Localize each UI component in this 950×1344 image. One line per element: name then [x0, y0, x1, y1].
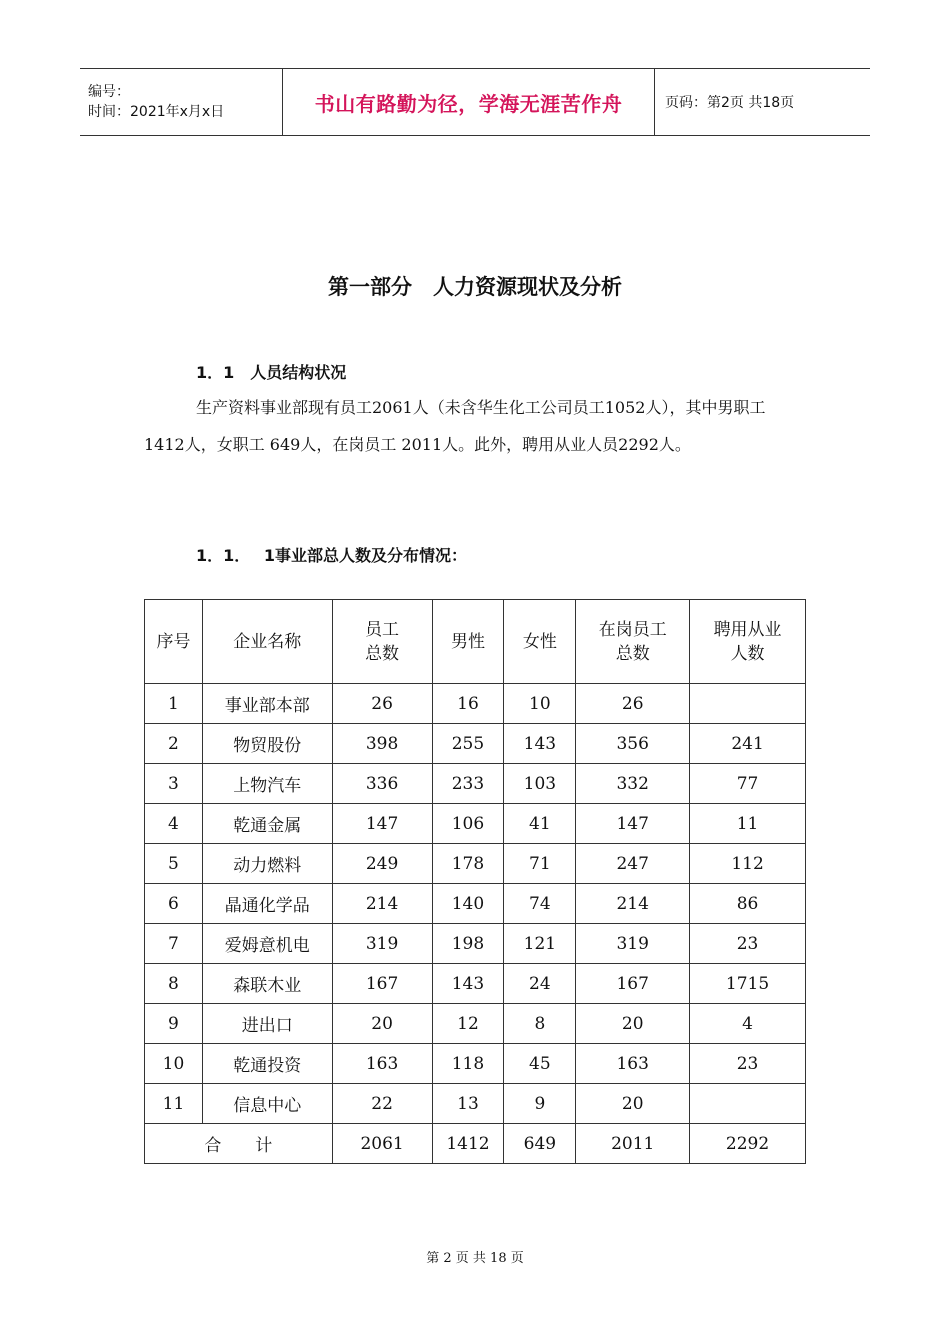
table-cell: 24 [504, 964, 576, 1004]
table-cell: 319 [332, 924, 432, 964]
table-cell: 进出口 [202, 1004, 332, 1044]
table-cell: 9 [504, 1084, 576, 1124]
table-cell: 乾通投资 [202, 1044, 332, 1084]
table-cell: 163 [576, 1044, 690, 1084]
table-cell: 214 [332, 884, 432, 924]
table-header-cell: 企业名称 [202, 600, 332, 684]
table-cell: 乾通金属 [202, 804, 332, 844]
table-cell: 3 [145, 764, 203, 804]
table-cell: 5 [145, 844, 203, 884]
table-cell: 398 [332, 724, 432, 764]
table-cell: 9 [145, 1004, 203, 1044]
table-row [145, 1044, 806, 1084]
table-cell: 143 [432, 964, 504, 1004]
table-cell: 74 [504, 884, 576, 924]
table-row [145, 764, 806, 804]
table-cell: 45 [504, 1044, 576, 1084]
table-cell: 163 [332, 1044, 432, 1084]
table-cell: 336 [332, 764, 432, 804]
page-info-text: 页码：第2页 共18页 [665, 95, 795, 111]
table-cell: 121 [504, 924, 576, 964]
table-cell: 86 [690, 884, 806, 924]
table-cell: 2 [145, 724, 203, 764]
header-meta [80, 69, 282, 135]
table-cell: 332 [576, 764, 690, 804]
table-header-row [145, 600, 806, 684]
table-cell: 20 [576, 1084, 690, 1124]
table-cell: 晶通化学品 [202, 884, 332, 924]
table-total-row [145, 1124, 806, 1164]
code-label: 编号： [88, 84, 130, 100]
table-header-cell: 女性 [504, 600, 576, 684]
table-cell: 爱姆意机电 [202, 924, 332, 964]
table-cell: 112 [690, 844, 806, 884]
table-cell: 8 [145, 964, 203, 1004]
total-cell: 2292 [690, 1124, 806, 1164]
table-cell: 233 [432, 764, 504, 804]
table-cell: 167 [576, 964, 690, 1004]
table-cell: 事业部本部 [202, 684, 332, 724]
table-row [145, 924, 806, 964]
table-cell: 11 [690, 804, 806, 844]
table-cell: 167 [332, 964, 432, 1004]
table-cell: 物贸股份 [202, 724, 332, 764]
table-cell: 上物汽车 [202, 764, 332, 804]
table-cell: 信息中心 [202, 1084, 332, 1124]
table-cell: 106 [432, 804, 504, 844]
table-cell: 16 [432, 684, 504, 724]
section-heading-1-1: 1．1 人员结构状况 [196, 363, 347, 382]
paragraph-text: 生产资料事业部现有员工2061人（未含华生化工公司员工1052人），其中男职工1412人，女职工 649人，在岗员工 2011人。此外，聘用从业人员2292人。 [144, 398, 766, 454]
table-cell: 10 [504, 684, 576, 724]
total-cell: 649 [504, 1124, 576, 1164]
page-footer: 第 2 页 共 18 页 [426, 1251, 524, 1266]
total-cell: 1412 [432, 1124, 504, 1164]
table-row [145, 844, 806, 884]
table-header-cell: 员工 总数 [332, 600, 432, 684]
table-cell: 178 [432, 844, 504, 884]
table-cell: 356 [576, 724, 690, 764]
body-paragraph [144, 389, 806, 463]
table-cell: 4 [145, 804, 203, 844]
table-header-cell: 序号 [145, 600, 203, 684]
table-row [145, 964, 806, 1004]
table-cell: 198 [432, 924, 504, 964]
table-cell: 13 [432, 1084, 504, 1124]
table-cell: 147 [576, 804, 690, 844]
table-row [145, 684, 806, 724]
table-cell: 1 [145, 684, 203, 724]
table-cell: 77 [690, 764, 806, 804]
table-cell: 11 [145, 1084, 203, 1124]
table-cell: 22 [332, 1084, 432, 1124]
table-cell: 动力燃料 [202, 844, 332, 884]
table-cell: 103 [504, 764, 576, 804]
table-header-cell: 男性 [432, 600, 504, 684]
table-cell: 214 [576, 884, 690, 924]
table-body [145, 684, 806, 1164]
total-label-cell: 合 计 [145, 1124, 333, 1164]
table-cell: 143 [504, 724, 576, 764]
time-label: 时间：2021年x月x日 [88, 104, 225, 120]
table-row [145, 724, 806, 764]
table-cell: 319 [576, 924, 690, 964]
table-cell: 23 [690, 1044, 806, 1084]
table-cell: 140 [432, 884, 504, 924]
table-row [145, 1084, 806, 1124]
table-row [145, 804, 806, 844]
table-cell: 41 [504, 804, 576, 844]
table-cell [690, 1084, 806, 1124]
total-cell: 2011 [576, 1124, 690, 1164]
table-cell: 森联木业 [202, 964, 332, 1004]
header-page-info [655, 69, 870, 135]
table-header-cell: 在岗员工 总数 [576, 600, 690, 684]
table-cell: 255 [432, 724, 504, 764]
header-motto [282, 69, 655, 135]
page-title: 第一部分 人力资源现状及分析 [328, 275, 622, 299]
table-cell: 147 [332, 804, 432, 844]
table-cell: 20 [576, 1004, 690, 1044]
table-cell: 6 [145, 884, 203, 924]
table-cell: 23 [690, 924, 806, 964]
table-cell [690, 684, 806, 724]
table-cell: 7 [145, 924, 203, 964]
table-cell: 247 [576, 844, 690, 884]
table-cell: 4 [690, 1004, 806, 1044]
staff-distribution-table [144, 599, 806, 1164]
table-cell: 118 [432, 1044, 504, 1084]
table-cell: 71 [504, 844, 576, 884]
motto-text: 书山有路勤为径，学海无涯苦作舟 [314, 91, 623, 116]
table-cell: 8 [504, 1004, 576, 1044]
table-cell: 1715 [690, 964, 806, 1004]
table-cell: 10 [145, 1044, 203, 1084]
table-cell: 26 [332, 684, 432, 724]
table-cell: 12 [432, 1004, 504, 1044]
table-cell: 26 [576, 684, 690, 724]
page-header [80, 68, 870, 136]
table-cell: 20 [332, 1004, 432, 1044]
table-header-cell: 聘用从业 人数 [690, 600, 806, 684]
table-row [145, 1004, 806, 1044]
table-cell: 249 [332, 844, 432, 884]
total-cell: 2061 [332, 1124, 432, 1164]
table-cell: 241 [690, 724, 806, 764]
table-row [145, 884, 806, 924]
section-heading-1-1-1: 1．1． 1事业部总人数及分布情况： [196, 546, 467, 565]
